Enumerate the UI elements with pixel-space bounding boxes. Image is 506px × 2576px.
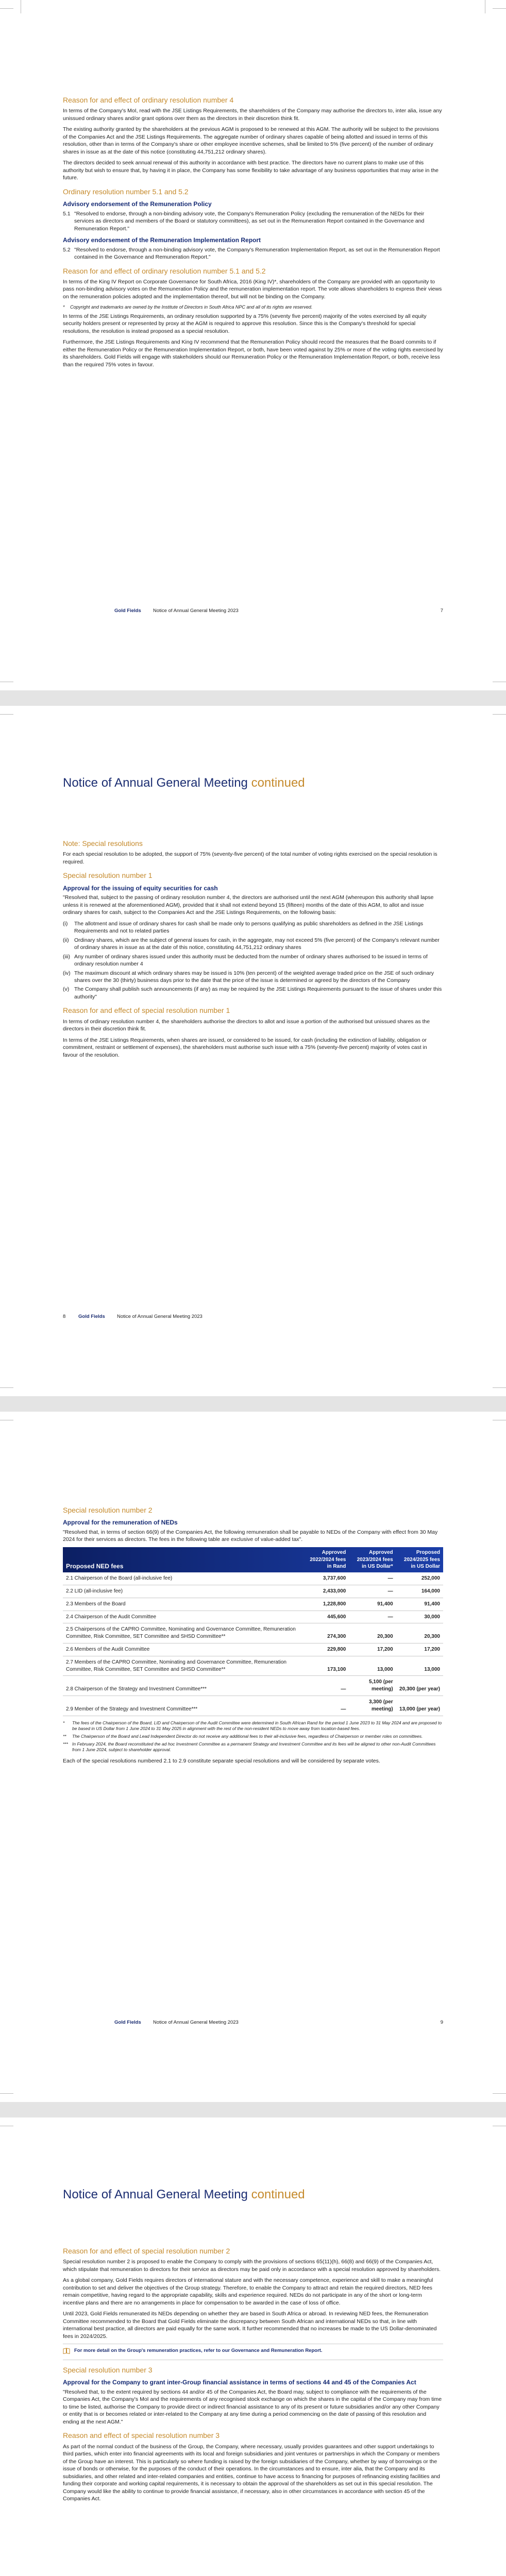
fee-rand: 274,300 [302, 1623, 349, 1643]
list-text: The Company shall publish such announcements (if any) as may be required by the JSE Listings Requirements pursuant to the issue of shares under this authority" [74, 986, 442, 1000]
footnote-mark: * [63, 1720, 65, 1725]
footer-title: Notice of Annual General Meeting 2023 [153, 608, 239, 614]
table-row [63, 1572, 443, 1585]
list-number: (i) [63, 920, 68, 927]
paragraph: In terms of the JSE Listings Requirements, when shares are issued, or considered to be issued, for cash (including the extinction of liability, obligation or commitment, restraint or settlement of expenses), the shareholders must authorise such issue with a 75% (seventy-five percent) majority of votes cast in favour of the resolution. [63, 1037, 427, 1058]
fee-rand: 445,600 [302, 1611, 349, 1623]
item-number: 5.2 [63, 246, 71, 253]
fee-label: 2.3 Members of the Board [63, 1598, 302, 1611]
footer-brand: Gold Fields [78, 1314, 105, 1319]
fee-label: 2.1 Chairperson of the Board (all-inclusive fee) [63, 1572, 302, 1585]
paragraph: The directors decided to seek annual renewal of this authority in accordance with best practice. The directors have no current plans to make use of this authority but wish to ensure that, by having it in place, the Company has some flexibility to take advantage of any business opportunities that may arise in the future. [63, 160, 438, 181]
page-8 [0, 706, 506, 1396]
table-header-cell: Approved 2022/2024 fees in Rand [310, 1549, 346, 1570]
page-8-content [63, 834, 443, 1062]
table-row [63, 1598, 443, 1611]
fee-rand: — [302, 1676, 349, 1696]
fee-usd-proposed: 13,000 (per year) [396, 1696, 443, 1716]
fee-usd-approved: 91,400 [349, 1598, 396, 1611]
table-header-cell: Proposed NED fees [66, 1562, 124, 1570]
footnote-text: In February 2024, the Board reconstituted the ad hoc Investment Committee as a permanent Strategy and Investment Committee and its fees will be aligned to other non-Audit Committees from 1 June 2024, subject to shareholder approval. [72, 1741, 436, 1753]
paragraph: For each special resolution to be adopted, the support of 75% (seventy-five percent) of the total number of voting rights exercised on the special resolution is required. [63, 851, 437, 865]
fee-usd-proposed: 252,000 [396, 1572, 443, 1585]
list-text: The allotment and issue of ordinary shares for cash shall be made only to persons qualifying as public shareholders as defined in the JSE Listings Requirements and not to related parties [74, 920, 424, 935]
list-item [63, 953, 443, 968]
page-title-text: Notice of Annual General Meeting [63, 776, 248, 790]
paragraph: Furthermore, the JSE Listings Requirements and King IV recommend that the Remuneration Policy should record the measures that the Board commits to if either the Remuneration Policy or the Remuneration Implementation Report, or both, have been voted against by 25% or more of the voting rights exercised by its shareholders. Gold Fields will engage with stakeholders should our Remuneration Policy or the Remuneration Implementation Report, or both, receive less than the required 75% votes in favour. [63, 339, 443, 368]
table-row [63, 1656, 443, 1676]
section-heading: Reason for and effect of ordinary resolution number 5.1 and 5.2 [63, 266, 266, 275]
paragraph: "Resolved that, in terms of section 66(9) of the Companies Act, the following remuneration shall be payable to NEDs of the Company with effect from 30 May 2024 for their services as directors. The fees in the following table are exclusive of value-added tax". [63, 1529, 438, 1543]
list-item [63, 986, 443, 1001]
table-row [63, 1623, 443, 1643]
list-item [63, 970, 443, 985]
fee-usd-proposed: 164,000 [396, 1585, 443, 1598]
fee-usd-proposed: 30,000 [396, 1611, 443, 1623]
fee-rand: 229,800 [302, 1643, 349, 1656]
fee-label: 2.7 Members of the CAPRO Committee, Nominating and Governance Committee, Remuneration Committee, Risk Committee, SET Committee and SHSD Committee** [63, 1656, 302, 1676]
page-title-text: Notice of Annual General Meeting [63, 2188, 248, 2201]
list-number: (iv) [63, 970, 71, 976]
paragraph: In terms of the JSE Listings Requirements, an ordinary resolution supported by a 75% (seventy five percent) majority of the votes exercised by all equity security holders present or represented by proxy at the AGM is required to approve this resolution. Since this is the Company's threshold for special resolutions, the resolution is instead proposed as a special resolution. [63, 313, 427, 334]
fee-usd-proposed: 13,000 [396, 1656, 443, 1676]
section-heading: Special resolution number 2 [63, 1506, 153, 1514]
paragraph: In terms of ordinary resolution number 4, the shareholders authorise the directors to allot and issue a portion of the authorised but unissued shares as the directors in their discretion think fit. [63, 1018, 430, 1032]
footnote [63, 1741, 443, 1753]
footer-title: Notice of Annual General Meeting 2023 [153, 2020, 239, 2025]
fee-label: 2.2 LID (all-inclusive fee) [63, 1585, 302, 1598]
paragraph: Each of the special resolutions numbered 2.1 to 2.9 constitute separate special resolutions and will be considered by separate votes. [63, 1758, 380, 1765]
book-icon [63, 2347, 74, 2357]
fee-usd-proposed: 91,400 [396, 1598, 443, 1611]
fee-usd-approved: 20,300 [349, 1623, 396, 1643]
footnote [63, 1734, 443, 1740]
fee-usd-approved: — [349, 1572, 396, 1585]
table-header-cell: Proposed 2024/2025 fees in US Dollar [403, 1549, 440, 1570]
page-9-content [63, 1500, 443, 1769]
list-item [63, 920, 443, 935]
fee-label: 2.4 Chairperson of the Audit Committee [63, 1611, 302, 1623]
footer-page-number: 8 [63, 1314, 66, 1319]
fee-usd-approved: — [349, 1611, 396, 1623]
fee-label: 2.9 Member of the Strategy and Investment Committee*** [63, 1696, 302, 1716]
page-title-continued: continued [251, 2188, 305, 2201]
page-7 [0, 0, 506, 690]
paragraph: "Resolved that, to the extent required by sections 44 and/or 45 of the Companies Act, the Board may, subject to compliance with the requirements of the Companies Act, the Company's MoI and the requirements of any recognised stock exchange on which the shares in the capital of the Company may from time to time be listed, authorise the Company to provide direct or indirect financial assistance to any of its present or future subsidiaries and/or any other Company or entity that is or becomes related or inter-related to the Company at any time during a period commencing on the date of passing of this resolution and ending at the next AGM." [63, 2388, 442, 2425]
paragraph: In terms of the Company's MoI, read with the JSE Listings Requirements, the shareholders of the Company may authorise the directors to, inter alia, issue any unissued ordinary shares and/or grant options over them as the directors in their discretion think fit. [63, 108, 442, 122]
page-7-content [63, 90, 443, 372]
fee-usd-proposed: 20,300 (per year) [396, 1676, 443, 1696]
reference-note [63, 2344, 443, 2360]
reference-note-text: For more detail on the Group's remuneration practices, refer to our Governance and Remuneration Report. [74, 2348, 323, 2354]
list-number: (iii) [63, 953, 70, 960]
paragraph: In terms of the King IV Report on Corporate Governance for South Africa, 2016 (King IV)*, shareholders of the Company are provided with an opportunity to pass non-binding advisory votes on the Remuneration Policy and the remuneration implementation report. The vote allows shareholders to express their views on the remuneration policies adopted and the implementation thereof, but will not be binding on the Company. [63, 278, 442, 300]
resolution-item [63, 246, 443, 261]
fee-rand: 1,228,800 [302, 1598, 349, 1611]
page-9 [0, 1412, 506, 2102]
item-text: "Resolved to endorse, through a non-binding advisory vote, the Company's Remuneration Implementation Report, as set out in the Remuneration Report contained in the Governance and Remuneration Report." [74, 246, 440, 261]
page-title [63, 2188, 305, 2202]
fee-rand: — [302, 1696, 349, 1716]
section-heading: Reason and effect of special resolution number 3 [63, 2431, 220, 2440]
footnote [63, 1720, 443, 1732]
paragraph: Special resolution number 2 is proposed to enable the Company to comply with the provisions of sections 65(11)(h), 66(8) and 66(9) of the Companies Act, which stipulate that remuneration to directors for their service as directors may be paid only in accordance with a special resolution approved by shareholders. [63, 2259, 441, 2273]
footnote-mark: * [63, 304, 65, 310]
footer-page-number: 9 [440, 2020, 443, 2025]
fee-label: 2.5 Chairpersons of the CAPRO Committee, Nominating and Governance Committee, Remuneration Committee, Risk Committee, SET Committee and SHSD Committee** [63, 1623, 302, 1643]
footnote-mark: ** [63, 1734, 66, 1739]
footer-title: Notice of Annual General Meeting 2023 [117, 1314, 203, 1319]
footer-brand: Gold Fields [114, 608, 141, 614]
paragraph: As a global company, Gold Fields requires directors of international stature and with the necessary competence, experience and skill to make a meaningful contribution to set and deliver the objectives of the Group strategy. Therefore, to enable the Company to attract and retain the required directors, NED fees remain competitive, having regard to the appropriate capability, skills and experience required. NEDs do not participate in any of the short or long-term incentive plans and there are no arrangements in place for compensation to be awarded in the case of loss of office. [63, 2277, 433, 2306]
page-title-continued: continued [251, 776, 305, 790]
fee-label: 2.8 Chairperson of the Strategy and Investment Committee*** [63, 1676, 302, 1696]
footer-page-number: 7 [440, 608, 443, 614]
table-row [63, 1611, 443, 1623]
footer-brand: Gold Fields [114, 2020, 141, 2025]
footnote-text: Copyright and trademarks are owned by the Institute of Directors in South Africa NPC and all of its rights are reserved. [70, 304, 313, 310]
section-heading: Special resolution number 3 [63, 2366, 153, 2375]
section-heading: Special resolution number 1 [63, 871, 153, 880]
fee-usd-proposed: 20,300 [396, 1623, 443, 1643]
table-row [63, 1696, 443, 1716]
subheading: Approval for the remuneration of NEDs [63, 1519, 178, 1527]
page-10-content [63, 2241, 443, 2506]
section-heading: Ordinary resolution number 5.1 and 5.2 [63, 187, 189, 196]
table-header-cell: Approved 2023/2024 fees in US Dollar* [357, 1549, 393, 1570]
ned-fees-table [63, 1547, 443, 1716]
footnote-text: The Chairperson of the Board and Lead Independent Director do not receive any additional fees to their all-inclusive fees, regardless of Chairperson or member roles on committees. [72, 1734, 423, 1739]
table-row [63, 1676, 443, 1696]
fee-usd-approved: 5,100 (per meeting) [349, 1676, 396, 1696]
section-heading: Reason for and effect of ordinary resolution number 4 [63, 96, 234, 104]
resolution-item [63, 210, 443, 232]
list-text: Any number of ordinary shares issued under this authority must be deducted from the number of ordinary shares authorised to be issued in terms of ordinary resolution number 4 [74, 953, 428, 968]
paragraph: Until 2023, Gold Fields remunerated its NEDs depending on whether they are based in South Africa or abroad. In reviewing NED fees, the Remuneration Committee recommended to the Board that Gold Fields eliminate the discrepancy between South African and international NEDs so that, in line with international best practice, all directors are paid equally for the same work. It further recommended that no increases be made to the US Dollar-denominated fees in 2024/2025. [63, 2311, 437, 2340]
footnote-text: The fees of the Chairperson of the Board, LID and Chairperson of the Audit Committee were determined in South African Rand for the period 1 June 2023 to 31 May 2024 and are proposed to be based in US Dollar from 1 June 2024 to 31 May 2025 in alignment with the rest of the non-resident NEDs to move away from location-based fees. [72, 1720, 442, 1732]
list-text: The maximum discount at which ordinary shares may be issued is 10% (ten percent) of the weighted average traded price on the JSE of such ordinary shares over the 30 (thirty) business days prior to the date that the price of the issue is determined or agreed by the directors of the Company [74, 970, 434, 984]
subheading: Approval for the issuing of equity securities for cash [63, 884, 218, 892]
item-number: 5.1 [63, 210, 71, 217]
section-heading: Reason for and effect of special resolution number 2 [63, 2247, 230, 2255]
fee-usd-approved: 3,300 (per meeting) [349, 1696, 396, 1716]
fee-rand: 2,433,000 [302, 1585, 349, 1598]
fee-usd-approved: 17,200 [349, 1643, 396, 1656]
fee-rand: 173,100 [302, 1656, 349, 1676]
list-number: (v) [63, 986, 70, 993]
paragraph: The existing authority granted by the shareholders at the previous AGM is proposed to be renewed at this AGM. The authority will be subject to the provisions of the Companies Act and the JSE Listings Requirements. The aggregate number of ordinary shares capable of being allotted and issued in terms of this resolution, other than in terms of the Company's share or other employee incentive schemes, shall be limited to 5% (five percent) of the number of ordinary shares in issue as at the date of this notice (constituting 44,751,212 ordinary shares). [63, 126, 439, 155]
list-text: Ordinary shares, which are the subject of general issues for cash, in the aggregate, may not exceed 5% (five percent) of the Company's relevant number of ordinary shares in issue as at the date of this notice, constituting 44,751,212 ordinary shares [74, 937, 440, 951]
subheading: Advisory endorsement of the Remuneration Implementation Report [63, 236, 261, 244]
fee-rand: 3,737,600 [302, 1572, 349, 1585]
footnote [63, 304, 443, 310]
fee-usd-approved: — [349, 1585, 396, 1598]
table-header-row [63, 1547, 443, 1572]
table-row [63, 1585, 443, 1598]
list-item [63, 937, 443, 952]
table-row [63, 1643, 443, 1656]
fee-usd-proposed: 17,200 [396, 1643, 443, 1656]
paragraph: "Resolved that, subject to the passing of ordinary resolution number 4, the directors are authorised until the next AGM (whereupon this authority shall lapse unless it is renewed at the aforementioned AGM), provided that it shall not extend beyond 15 (fifteen) months of the date of this AGM, to allot and issue ordinary shares for cash, subject to the Companies Act and the JSE Listings Requirements, on the following basis: [63, 894, 434, 916]
condition-list [63, 920, 443, 1001]
fee-usd-approved: 13,000 [349, 1656, 396, 1676]
section-heading: Reason for and effect of special resolution number 1 [63, 1006, 230, 1015]
footnote-mark: *** [63, 1741, 68, 1747]
paragraph: As part of the normal conduct of the business of the Group, the Company, where necessary, usually provides guarantees and other support undertakings to third parties, which enter into financial agreements with its local and foreign subsidiaries and joint ventures or partnerships in which the Company or members of the Group have an interest. This is particularly so where funding is raised by the foreign subsidiaries of the Company, whether by way of borrowings or the issue of bonds or otherwise, for the purposes of the conduct of their operations. In the circumstances and to ensure, inter alia, that the Company and its subsidiaries, and other related and inter-related companies and entities, continue to have access to financing for purposes of refinancing existing facilities and funding their corporate and working capital requirements, it is necessary to obtain the approval of the shareholders as set out in this special resolution. The Company would like the ability to continue to provide financial assistance, if necessary, also in other circumstances in accordance with section 45 of the Companies Act. [63, 2443, 440, 2502]
page-title [63, 776, 305, 790]
fee-label: 2.6 Members of the Audit Committee [63, 1643, 302, 1656]
item-text: "Resolved to endorse, through a non-binding advisory vote, the Company's Remuneration Policy (excluding the remuneration of the NEDs for their services as directors and members of the Board or statutory committees), as set out in the Remuneration Report contained in the Governance and Remuneration Report." [74, 210, 425, 232]
section-heading: Note: Special resolutions [63, 839, 143, 848]
list-number: (ii) [63, 937, 69, 943]
subheading: Approval for the Company to grant inter-Group financial assistance in terms of sections 44 and 45 of the Companies Act [63, 2379, 416, 2386]
page-10 [0, 2117, 506, 2576]
subheading: Advisory endorsement of the Remuneration Policy [63, 200, 212, 208]
